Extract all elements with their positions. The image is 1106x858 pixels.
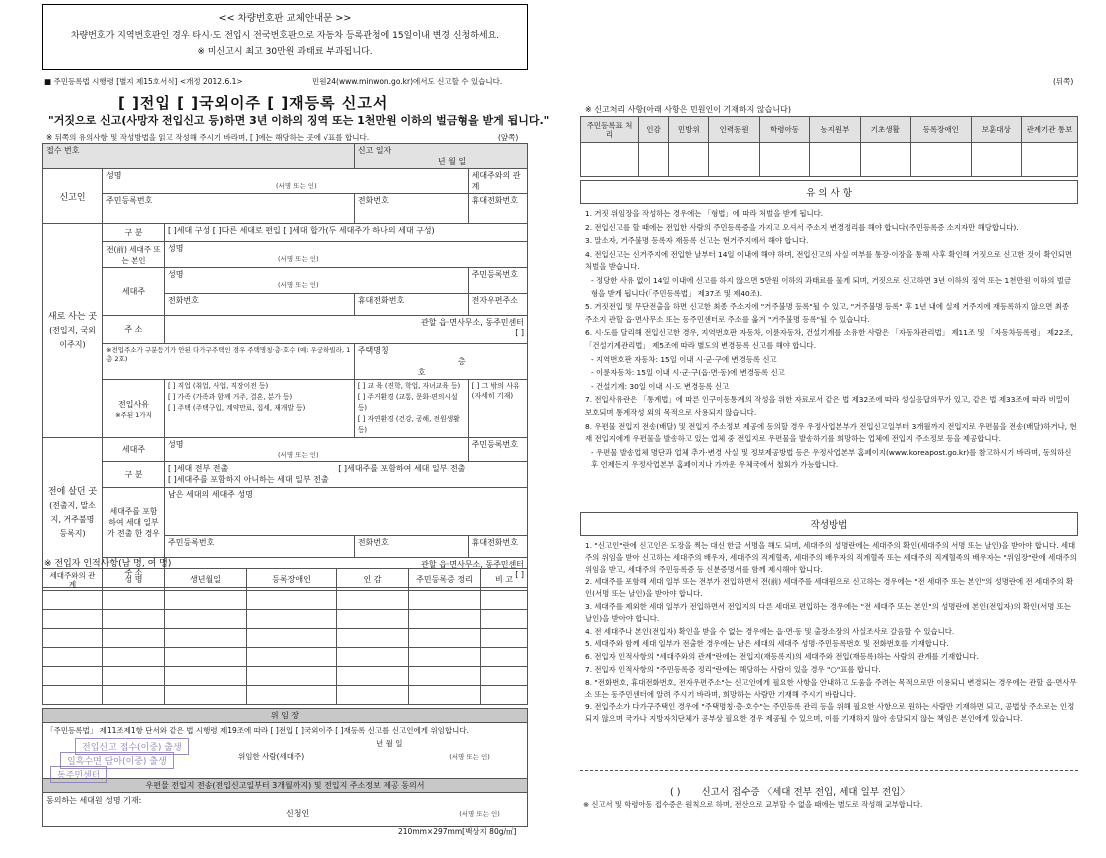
table-row[interactable] — [43, 610, 528, 629]
reason-label — [103, 380, 165, 438]
prev-head-label: 전(前) 세대주 또는 본인 — [103, 242, 165, 268]
reason-etc-detail: (자세히 기재) — [471, 392, 514, 400]
head-sign-note: (서명 또는 인) — [278, 281, 319, 289]
table-row[interactable] — [43, 591, 528, 610]
reporter-label: 신고인 — [43, 169, 103, 224]
remaining-rrn-field[interactable] — [165, 536, 355, 558]
certificate-paren: ( ) — [670, 787, 681, 798]
proc-col-9: 관계기관 통보 — [1022, 117, 1078, 143]
table-row[interactable] — [43, 629, 528, 648]
reason-edu[interactable]: [ ] 교 육 (진학, 학업, 자녀교육 등) — [357, 382, 461, 390]
remaining-phone-label: 전화번호 — [357, 538, 389, 547]
report-date-ymd: 년 월 일 — [437, 157, 467, 166]
notice-title: << 차량번호판 교체안내문 >> — [218, 13, 352, 24]
reporter-sign-note: (서명 또는 인) — [276, 182, 317, 190]
certificate-heading — [670, 784, 910, 798]
method-item: 9. 전입주소가 다가구주택인 경우에 "주택명칭·층·호수"는 주민등록 관리 등을 위해 필요한 사항으로 원하는 사람만 기재하면 되고, 공법상 주소로는 인정되지 않으며 국가나 지방자치단체가 공부상 필요한 경우 제공될 수 있으며, 이를 기재하지 않아 송달되지 않는 책임은 본인에게 있습니다. — [585, 702, 1075, 724]
reporter-mobile-field[interactable] — [468, 194, 527, 224]
kind-label: 구 분 — [103, 224, 165, 242]
remaining-phone-field[interactable] — [354, 536, 468, 558]
received-stamp-1: 전입신고 접수(이중) 출생 — [75, 738, 189, 755]
method-item: 8. "전화번호, 휴대전화번호, 전자우편주소"는 신고인에게 필요한 사항을 안내하고 도움을 주려는 목적으로만 이용되니 변경되는 경우에는 관할 읍·면사무소 또는 동주민센터에 알려 주시기 바라며, 희망하는 사람만 기재해 주시기 바랍니다. — [585, 677, 1077, 699]
reporter-mobile-label: 휴대전화번호 — [471, 196, 518, 205]
reason-options-a[interactable] — [165, 380, 355, 438]
proc-col-6: 기초생활 — [860, 117, 910, 143]
proc-col-4: 학령아동 — [759, 117, 809, 143]
reason-note: ※주된 1가지 — [115, 410, 152, 419]
delegator-label: 위임한 사람(세대주) — [238, 752, 305, 761]
cut-line — [580, 770, 1078, 771]
note-item: 5. 거짓전입 및 무단전출을 하면 신고한 최종 주소지에 "거주불명 등록"될 수 있고, "거주불명 등록" 후 1년 내에 실제 거주지에 재등록하지 않으면 최종 주소지 관할 읍·면사무소 또는 동주민센터로 주소를 옮겨 "거주불명 등록"될 수 있습니다. — [585, 302, 1069, 324]
note-item: - 정당한 사유 없이 14일 이내에 신고를 하지 않으면 5만원 이하의 과태료를 물게 되며, 거짓으로 신고하면 3년 이하의 징역 또는 1천만원 이하의 벌금형을 받게 됩니다(「주민등록법」 제37조 및 제40조). — [591, 275, 1072, 298]
house-name-field[interactable] — [354, 344, 527, 380]
method-list — [585, 540, 1077, 726]
reason-nature[interactable]: [ ] 자연환경 (건강, 공해, 전원생활 등) — [357, 415, 460, 434]
remaining-head-label: 남은 세대의 세대주 성명 — [168, 490, 253, 499]
consent-title: 우편물 전입지 전송(전입신고일부터 3개월까지) 및 전입지 주소정보 제공 동의서 — [43, 779, 528, 793]
old-head-rrn-label: 주민등록번호 — [471, 440, 518, 449]
method-item: 4. 전 세대주나 본인(전입자) 확인을 받을 수 없는 경우에는 읍·면·동 및 출장소장의 사실조사로 갈음할 수 있습니다. — [585, 626, 955, 636]
delegation-title: 위 임 장 — [43, 709, 528, 723]
remaining-mobile-label: 휴대전화번호 — [471, 538, 518, 547]
front-mark: (앞쪽) — [498, 133, 519, 142]
persons-table — [42, 568, 528, 705]
head-rrn-label: 주민등록번호 — [471, 270, 518, 279]
reporter-name-field[interactable] — [103, 169, 469, 194]
received-stamp-2: 일흑수면 담아(이중) 출생 — [60, 752, 174, 769]
col-relation: 세대주와의 관 계 — [43, 569, 103, 591]
method-item: 2. 세대주를 포함해 세대 일부 또는 전부가 전입하면서 전(前) 세대주를 세대원으로 신고하는 경우에는 "전 세대주 또는 본인"의 성명란에 전 세대주의 확인(서명 또는 날인)을 받아야 합니다. — [585, 577, 1074, 599]
reason-title: 전입사유 — [118, 399, 149, 409]
table-row — [581, 143, 1078, 177]
relation-field[interactable] — [468, 169, 527, 194]
proc-col-2: 민방위 — [669, 117, 709, 143]
persons-heading: ※ 전입자 인적사항(남 명, 여 명) — [44, 559, 172, 569]
note-item: 7. 전입사유란은 「통계법」에 따른 인구이동통계의 작성을 위한 자료로서 같은 법 제32조에 따라 성실응답의무가 있고, 같은 법 제33조에 따라 비밀이 보호되며 통계작성 외의 목적으로 사용되지 않습니다. — [585, 395, 1071, 417]
col-disabled: 등록장애인 — [247, 569, 337, 591]
paper-size: 210mm×297mm[백상지 80g/㎡] — [398, 827, 517, 836]
prev-head-name-label: 성명 — [168, 244, 184, 253]
new-address-subtitle: (전입지, 국외이주지) — [49, 325, 96, 349]
head-name-label: 성명 — [168, 270, 184, 279]
old-office-label: 관할 읍·면사무소, 동주민센터 — [421, 560, 524, 569]
applicant-row[interactable] — [46, 807, 524, 821]
reason-env[interactable]: [ ] 주거환경 (교통, 문화·편의시설 등) — [357, 393, 458, 412]
house-name-label: 주택명칭 — [357, 346, 389, 355]
head-phone-field[interactable] — [165, 294, 355, 316]
form-title: [ ]전입 [ ]국외이주 [ ]재등록 신고서 — [118, 94, 389, 112]
law-reference: ■ 주민등록법 시행령 [별지 제15호서식] <개정 2012.6.1> — [44, 77, 243, 86]
reason-etc[interactable]: [ ] 그 밖의 사유 — [471, 382, 520, 390]
relation-label: 세대주와의 관계 — [471, 171, 521, 191]
notes-title: 유 의 사 항 — [580, 180, 1078, 204]
proc-col-5: 농지원부 — [810, 117, 860, 143]
instruction-text: ※ 뒤쪽의 유의사항 및 작성방법을 읽고 작성해 주시기 바라며, [ ]에는 해당하는 곳에 √표를 합니다. — [46, 133, 370, 142]
head-phone-label: 전화번호 — [168, 296, 199, 305]
notice-line1: 차량번호가 지역번호판인 경우 타시·도 전입시 전국번호판으로 자동차 등록관청에 15일이내 변경 신청하세요. — [70, 31, 500, 41]
col-idcard: 주민등록증 정리 — [409, 569, 481, 591]
note-item: - 이륜자동차: 15일 이내 시·군·구(읍·면·동)에 변경등록 신고 — [591, 368, 785, 378]
reporter-rrn-field[interactable] — [103, 194, 355, 224]
move-kind-options[interactable] — [165, 462, 528, 488]
head-label: 세대주 — [103, 268, 165, 316]
move-kind-label: 구 분 — [103, 462, 165, 488]
web-notice: 민원24(www.minwon.go.kr)에서도 신고할 수 있습니다. — [312, 77, 503, 86]
proc-col-0: 주민등록표 처리 — [581, 117, 639, 143]
proc-col-1: 인감 — [639, 117, 669, 143]
method-item: 7. 전입자 인적사항의 "주민등록증 정리"란에는 해당하는 사람이 있을 경우 "○"표를 합니다. — [585, 664, 881, 674]
head-mobile-label: 휴대전화번호 — [357, 296, 405, 305]
note-item: 1. 거짓 위임장을 작성하는 경우에는 「형법」에 따라 처벌을 받게 됩니다. — [585, 209, 824, 218]
new-address-label — [43, 224, 103, 438]
new-address-row-label: 주 소 — [103, 316, 165, 344]
note-item: - 지역번호판 자동차: 15일 이내 시·군·구에 변경등록 신고 — [591, 354, 777, 364]
proc-col-8: 보훈대상 — [971, 117, 1021, 143]
reason-job[interactable]: [ ] 직업 (취업, 사업, 직장이전 등) — [168, 382, 269, 390]
received-stamp-3: 동주민센터 — [50, 766, 107, 783]
method-item: 6. 전입자 인적사항의 "세대주와의 관계"란에는 전입지(재등록지)의 세대주와 전입(재등록)하는 사람의 관계를 기재합니다. — [585, 652, 979, 662]
process-heading: ※ 신고처리 사항(아래 사항은 민원인이 기재하지 않습니다) — [585, 105, 791, 114]
old-address-title: 전에 살던 곳 — [47, 486, 98, 497]
method-item: 3. 세대주를 제외한 세대 일부가 전입하면서 전입지의 다른 세대로 편입하는 경우에는 "전 세대주 또는 본인"의 성명란에 본인(전입자)의 확인(서명 또는 날인)을 받아야 합니다. — [585, 601, 1072, 623]
reason-family[interactable]: [ ] 가족 (가족과 함께 거주, 결혼, 분가 등) — [168, 393, 293, 401]
delegation-date: 년 월 일 — [376, 739, 403, 748]
certificate-note: ※ 신고서 및 학령아동 접수증은 원칙으로 하며, 전산으로 교부할 수 없을 때에는 별도로 작성해 교부합니다. — [583, 800, 923, 809]
note-item: 8. 우편물 전입지 전송(배달) 및 전입지 주소정보 제공에 동의할 경우 우정사업본부가 전입신고일부터 3개월까지 전입지로 우편물을 전송(배달)하거나, 현재 전입지에게 우편물을 발송하고 있는 업체 중 전입지로 우편물을 발송하기를 희망하는 업체에 전입지 주소정보 등을 제공합니다. — [585, 421, 1077, 444]
notes-list — [585, 208, 1077, 473]
proc-col-7: 등록장애인 — [911, 117, 972, 143]
reporter-name-label: 성명 — [106, 171, 122, 180]
col-remarks: 비 고 — [481, 569, 528, 591]
prev-head-sign-note: (서명 또는 인) — [278, 255, 319, 263]
head-mobile-field[interactable] — [354, 294, 468, 316]
delegator-sign-note: (서명 또는 인) — [449, 753, 490, 761]
remaining-rrn-label: 주민등록번호 — [168, 538, 215, 547]
reason-options-b[interactable] — [354, 380, 468, 438]
old-head-label: 세대주 — [103, 438, 165, 462]
ho-label: 호 — [417, 368, 426, 377]
new-address-field[interactable] — [165, 316, 528, 344]
multi-house-note: ※전입주소가 구분등기가 안된 다가구주택인 경우 주택명칭·층·호수 (예: 우궁하빌라, 1층 2호) — [103, 344, 355, 380]
head-email-field[interactable] — [468, 294, 527, 316]
note-item: - 우편물 발송업체 명단과 업체 추가·변경 사실 및 정보제공방법 등은 우정사업본부 홈페이지(www.koreapost.go.kr)를 참고하시기 바라며, 동의하신 후 언제든지 우정사업본부 홈페이지나 가까운 우체국에서 철회가 가능합니다. — [591, 447, 1072, 470]
report-date-cell[interactable] — [354, 144, 527, 169]
plate-notice-box — [42, 4, 528, 70]
new-office-bracket: [ ] — [515, 328, 524, 337]
old-office-bracket: [ ] — [515, 570, 524, 579]
table-row[interactable] — [43, 667, 528, 686]
floor-label: 층 — [457, 357, 466, 366]
old-head-rrn-field[interactable] — [468, 438, 527, 462]
remaining-mobile-field[interactable] — [468, 536, 527, 558]
reason-house[interactable]: [ ] 주택 (주택구입, 계약만료, 집세, 재개발 등) — [168, 404, 306, 412]
process-table — [580, 116, 1078, 177]
proc-col-3: 인력동원 — [709, 117, 759, 143]
col-birth: 생년월일 — [165, 569, 247, 591]
reporter-phone-field[interactable] — [354, 194, 468, 224]
prev-head-name-field[interactable] — [165, 242, 528, 268]
consent-body[interactable] — [43, 793, 528, 827]
notice-line2: ※ 미신고시 최고 30만원 과태료 부과됩니다. — [197, 47, 373, 57]
method-title: 작성방법 — [580, 512, 1078, 536]
receipt-no-label: 접수 번호 — [46, 146, 80, 155]
reporter-rrn-label: 주민등록번호 — [106, 196, 153, 205]
receipt-no-cell — [43, 144, 355, 169]
col-name: 성 명 — [103, 569, 165, 591]
method-item: 5. 세대주와 함께 세대 일부가 전출한 경우에는 남은 세대의 세대주 성명·주민등록번호 및 전화번호를 기재합니다. — [585, 639, 949, 649]
col-seal: 인 감 — [337, 569, 409, 591]
head-rrn-field[interactable] — [468, 268, 527, 294]
main-form-table — [42, 143, 528, 588]
false-report-warning: "거짓으로 신고(사망자 전입신고 등)하면 3년 이하의 징역 또는 1천만원 이하의 벌금형을 받게 됩니다." — [48, 114, 550, 127]
note-item: 2. 전입신고를 할 때에는 전입한 사람의 주민등록증을 가지고 오셔서 주소지 변경정리를 해야 합니다(주민등록증 소지자만 해당합니다). — [585, 222, 1019, 232]
applicant-label: 신청인 — [286, 809, 310, 818]
move-all-option[interactable]: [ ]세대 전부 전출 — [168, 464, 229, 473]
method-item: 1. "신고인"란에 신고인은 도장을 찍는 대신 한글 서명을 해도 되며, 세대주의 성명란에는 세대주의 확인(세대주의 서명 또는 날인)을 받아야 합니다. 세대주의 위임을 받아 신고하는 세대주의 배우자, 세대주의 직계혈족, 세대주의 배우자의 직계혈족 또는 세대주의 직계혈족의 배우자는 "위임장"란에 세대주의 위임을 받고, 세대주의 주민등록증 등 신분증명서를 함께 제시해야 합니다. — [585, 541, 1077, 574]
note-item: 3. 말소자, 거주불명 등록자 재등록 신고는 현거주지에서 해야 합니다. — [585, 236, 809, 246]
old-address-row-label: 주 소 — [103, 558, 165, 588]
reason-options-c[interactable] — [468, 380, 527, 438]
new-address-title: 새로 사는 곳 — [47, 311, 98, 322]
reporter-phone-label: 전화번호 — [357, 196, 389, 205]
applicant-sign-note: (서명 또는 인) — [459, 810, 500, 818]
table-row[interactable] — [43, 686, 528, 705]
table-row[interactable] — [43, 648, 528, 667]
move-part-with-option[interactable]: [ ]세대주를 포함하여 세대 일부 전출 — [338, 464, 466, 473]
remaining-label: 세대주를 포함하여 세대 일부가 전출 한 경우 — [103, 488, 165, 558]
report-date-label: 신고 일자 — [357, 146, 392, 155]
certificate-title: 신고서 접수증 〈세대 전부 전입, 세대 일부 전입〉 — [701, 787, 910, 798]
old-address-subtitle: (전출지, 말소지, 거주불명 등록지) — [49, 500, 96, 538]
note-item: 6. 시·도를 달리해 전입신고한 경우, 지역번호판 자동차, 이륜자동차, 건설기계를 소유한 사람은 「자동차관리법」 제11조 및 「자동차등록령」 제22조, 「건설기계관리법」 제5조에 따라 별도의 변경등록 신고를 해야 합니다. — [585, 328, 1073, 350]
head-name-field[interactable] — [165, 268, 469, 294]
note-item: 4. 전입신고는 신거주지에 전입한 날부터 14일 이내에 해야 하며, 전입신고의 사실 여부를 통장·이장을 통해 사후 확인해 거짓으로 신고한 것이 확인되면 처벌을 받습니다. — [585, 249, 1073, 272]
old-head-sign-note: (서명 또는 인) — [278, 451, 319, 459]
note-item: - 건설기계: 30일 이내 시·도 변경등록 신고 — [591, 381, 730, 391]
back-mark: (뒤쪽) — [1053, 77, 1074, 86]
consent-name-label: 동의하는 세대원 성명 기재: — [46, 796, 142, 805]
new-office-label: 관할 읍·면사무소, 동주민센터 — [421, 318, 524, 327]
old-head-name-field[interactable] — [165, 438, 469, 462]
move-part-without-option[interactable]: [ ]세대주를 포함하지 아니하는 세대 일부 전출 — [168, 475, 329, 484]
remaining-head-field[interactable] — [165, 488, 528, 536]
head-email-label: 전자우편주소 — [471, 296, 518, 305]
old-head-name-label: 성명 — [168, 440, 184, 449]
delegation-text: 「주민등록법」 제11조제1항 단서와 같은 법 시행령 제19조에 따라 [ ]전입 [ ]국외이주 [ ]재등록 신고를 신고인에게 위임합니다. — [46, 726, 469, 735]
kind-options[interactable]: [ ]세대 구성 [ ]다른 세대로 편입 [ ]세대 합가(두 세대주가 하나의 세대 구성) — [165, 224, 528, 242]
